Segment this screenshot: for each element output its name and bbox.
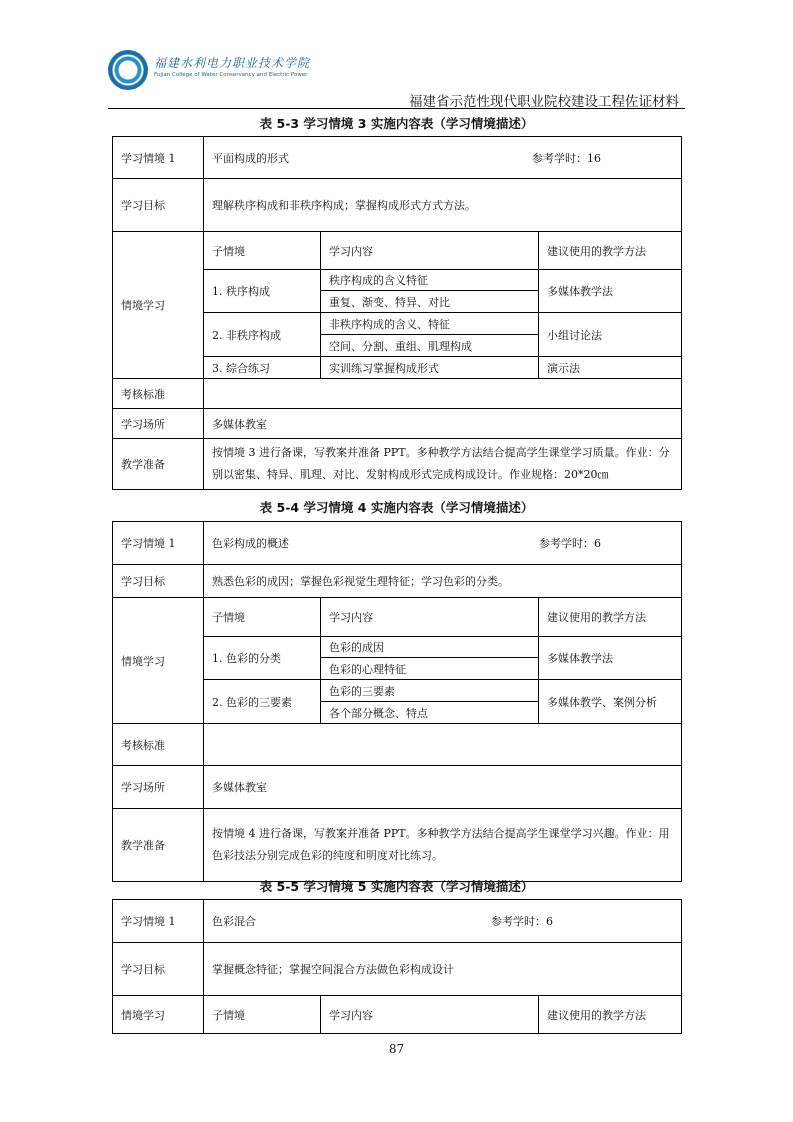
venue-label: 学习场所	[113, 409, 204, 439]
situation-label: 学习情境 1	[113, 137, 204, 179]
method-header: 建议使用的教学方法	[539, 598, 682, 637]
table-caption-5-4: 表 5-4 学习情境 4 实施内容表（学习情境描述）	[259, 500, 534, 515]
content-header: 学习内容	[321, 996, 539, 1034]
situation-row	[204, 522, 682, 565]
situation-row	[204, 900, 682, 943]
content-cell: 各个部分概念、特点	[321, 702, 539, 724]
content-cell: 非秩序构成的含义、特征	[321, 313, 539, 335]
sub-situation-header: 子情境	[204, 598, 321, 637]
page-number: 87	[388, 1042, 405, 1056]
situation-learning-label: 情境学习	[113, 232, 204, 379]
goal-text: 理解秩序构成和非秩序构成；掌握构成形式方式方法。	[204, 179, 682, 232]
situation-name: 平面构成的形式	[212, 151, 289, 165]
content-cell: 重复、渐变、特异、对比	[321, 291, 539, 313]
prep-label: 教学准备	[113, 439, 204, 490]
school-emblem-icon	[108, 50, 148, 90]
situation-label: 学习情境 1	[113, 522, 204, 565]
content-cell: 色彩的成因	[321, 637, 539, 658]
table-caption-5-5: 表 5-5 学习情境 5 实施内容表（学习情境描述）	[259, 879, 534, 894]
assessment-label: 考核标准	[113, 724, 204, 766]
situation-learning-label: 情境学习	[113, 598, 204, 724]
situation-label: 学习情境 1	[113, 900, 204, 943]
sub-situation-header: 子情境	[204, 996, 321, 1034]
venue-label: 学习场所	[113, 766, 204, 809]
method-cell: 多媒体教学法	[539, 637, 682, 680]
table-5-3	[112, 136, 682, 490]
document-header-title: 福建省示范性现代职业院校建设工程佐证材料	[409, 94, 679, 110]
venue-text: 多媒体教室	[204, 766, 682, 809]
sub-situation-header: 子情境	[204, 232, 321, 270]
sub-situation-2: 2. 非秩序构成	[204, 313, 321, 357]
header-divider	[108, 108, 685, 109]
method-cell: 多媒体教学法	[539, 270, 682, 313]
content-cell: 空间、分割、重组、肌理构成	[321, 335, 539, 357]
sub-situation-1: 1. 色彩的分类	[204, 637, 321, 680]
method-cell: 多媒体教学、案例分析	[539, 680, 682, 724]
content-cell: 实训练习掌握构成形式	[321, 357, 539, 379]
logo-english-text: Fujian College of Water Conservancy and Electric Power	[154, 72, 308, 78]
venue-text: 多媒体教室	[204, 409, 682, 439]
assessment-label: 考核标准	[113, 379, 204, 409]
table-5-5	[112, 899, 682, 1034]
logo-chinese-text: 福建水利电力职业技术学院	[154, 56, 311, 70]
table-caption-5-3: 表 5-3 学习情境 3 实施内容表（学习情境描述）	[259, 116, 534, 131]
situation-name: 色彩构成的概述	[212, 537, 289, 550]
assessment-text	[204, 724, 682, 766]
content-cell: 色彩的三要素	[321, 680, 539, 702]
situation-row	[204, 137, 682, 179]
content-cell: 色彩的心理特征	[321, 658, 539, 680]
situation-learning-label: 情境学习	[113, 996, 204, 1034]
reference-hours: 参考学时：6	[539, 537, 601, 550]
table-5-4	[112, 521, 682, 882]
method-header: 建议使用的教学方法	[539, 232, 682, 270]
school-logo	[108, 50, 311, 96]
prep-text: 按情境 4 进行备课，写教案并准备 PPT。多种教学方法结合提高学生课堂学习兴趣。作业：用色彩技法分别完成色彩的纯度和明度对比练习。	[204, 809, 682, 882]
reference-hours: 参考学时：6	[491, 915, 553, 928]
sub-situation-3: 3. 综合练习	[204, 357, 321, 379]
method-header: 建议使用的教学方法	[539, 996, 682, 1034]
method-cell: 小组讨论法	[539, 313, 682, 357]
content-header: 学习内容	[321, 598, 539, 637]
goal-text: 熟悉色彩的成因；掌握色彩视觉生理特征；学习色彩的分类。	[204, 565, 682, 598]
goal-text: 掌握概念特征；掌握空间混合方法做色彩构成设计	[204, 943, 682, 996]
method-cell: 演示法	[539, 357, 682, 379]
situation-name: 色彩混合	[212, 915, 256, 928]
sub-situation-1: 1. 秩序构成	[204, 270, 321, 313]
prep-text: 按情境 3 进行备课，写教案并准备 PPT。多种教学方法结合提高学生课堂学习质量。作业：分别以密集、特异、肌理、对比、发射构成形式完成构成设计。作业规格：20*20㎝	[204, 439, 682, 490]
reference-hours: 参考学时：16	[532, 151, 602, 165]
content-header: 学习内容	[321, 232, 539, 270]
goal-label: 学习目标	[113, 943, 204, 996]
sub-situation-2: 2. 色彩的三要素	[204, 680, 321, 724]
prep-label: 教学准备	[113, 809, 204, 882]
goal-label: 学习目标	[113, 565, 204, 598]
goal-label: 学习目标	[113, 179, 204, 232]
content-cell: 秩序构成的含义特征	[321, 270, 539, 291]
assessment-text	[204, 379, 682, 409]
